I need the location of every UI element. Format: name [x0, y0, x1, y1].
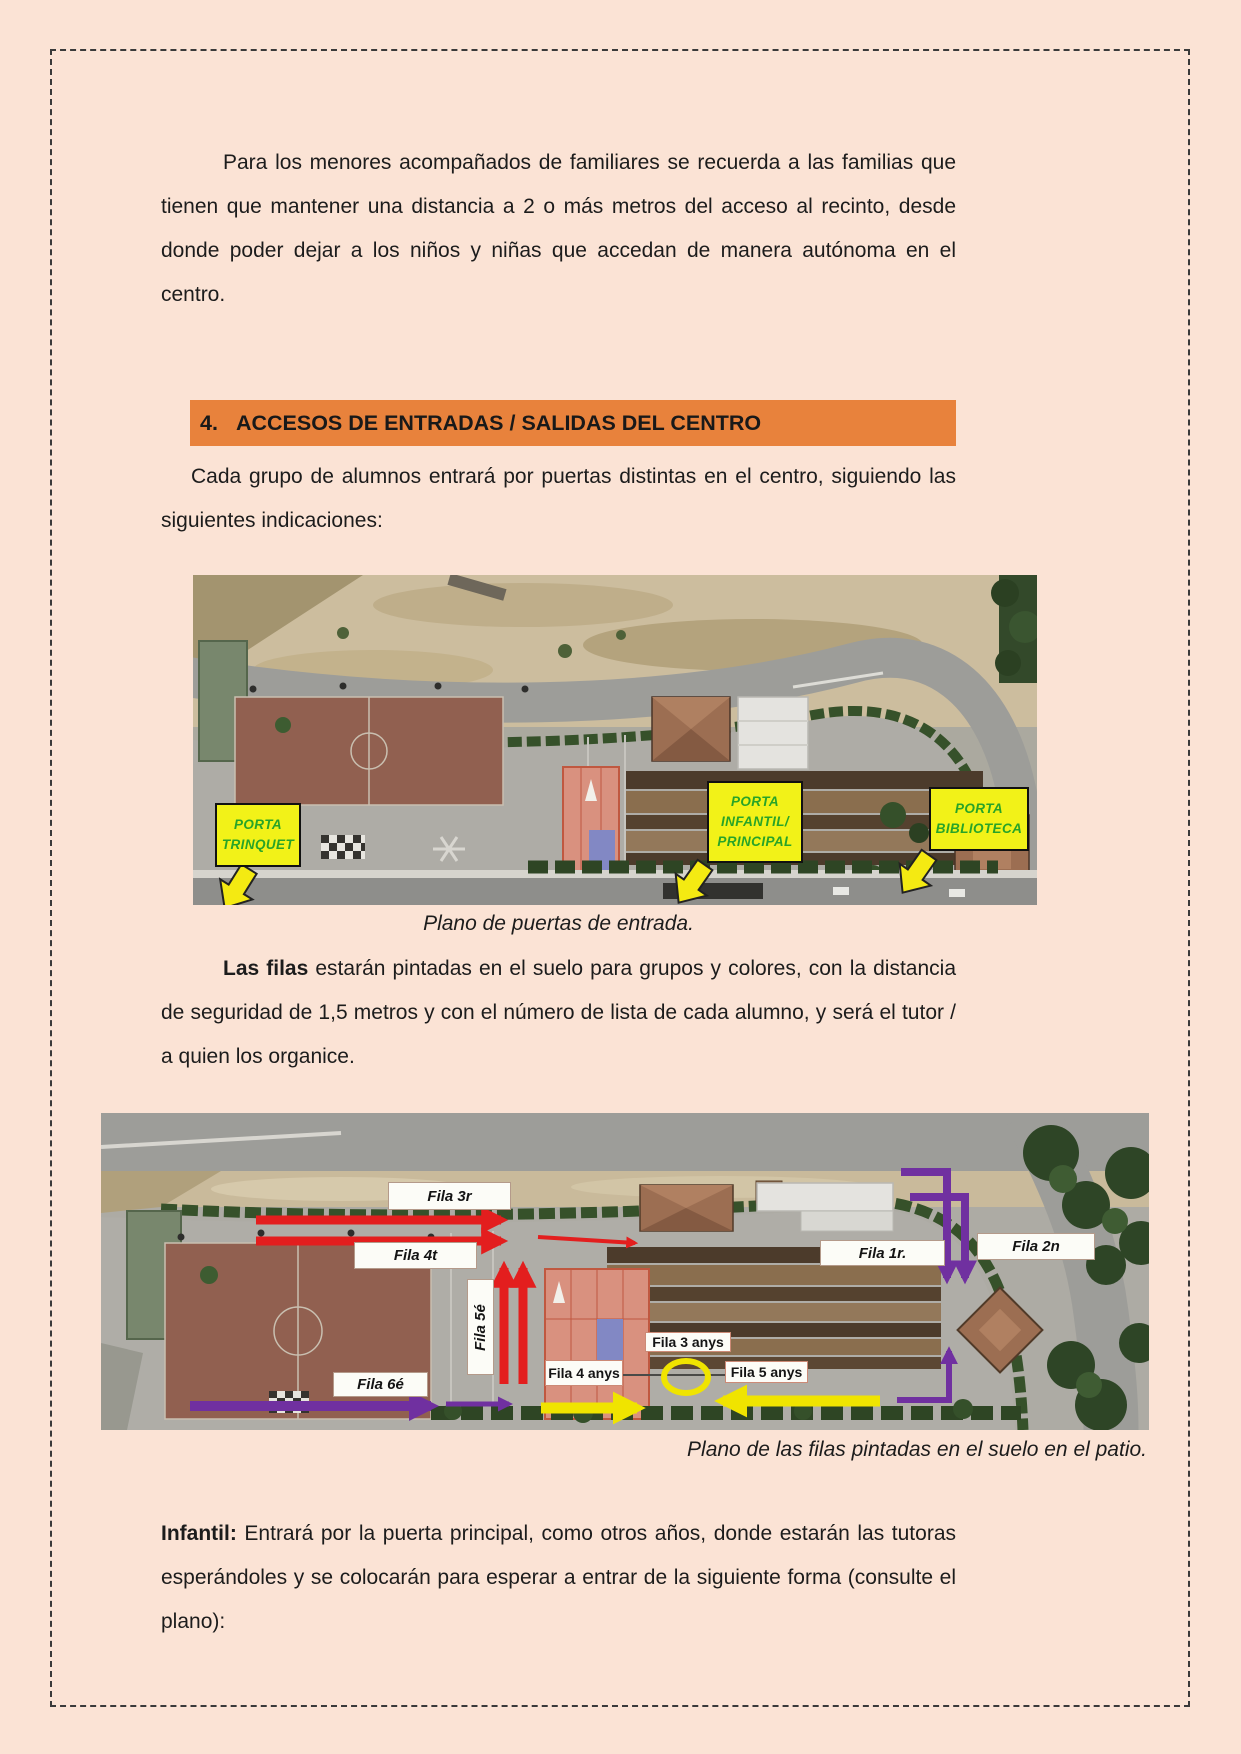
row-label-fila-5-anys: Fila 5 anys [725, 1361, 808, 1383]
section-number: 4. [200, 410, 218, 435]
light-pole [258, 1230, 265, 1237]
car [949, 889, 965, 897]
trinquet-court [545, 1269, 649, 1419]
row-label-fila-6e: Fila 6é [333, 1372, 428, 1397]
section-heading [190, 400, 956, 446]
tree [880, 802, 906, 828]
entrance-map-caption: Plano de puertas de entrada. [423, 912, 694, 935]
paragraph-rows-lead: Las filas [223, 957, 309, 980]
door-sign-biblioteca: PORTA BIBLIOTECA [929, 787, 1029, 851]
row-label-fila-2n: Fila 2n [977, 1233, 1095, 1260]
row-label-fila-3-anys: Fila 3 anys [645, 1332, 731, 1352]
light-pole [178, 1234, 185, 1241]
tree [909, 823, 929, 843]
entrance-map-image [193, 575, 1037, 905]
car [833, 887, 849, 895]
light-pole [250, 686, 257, 693]
paragraph-infantil-lead: Infantil: [161, 1522, 237, 1545]
row-label-fila-5e: Fila 5é [467, 1279, 494, 1375]
light-pole [348, 1230, 355, 1237]
light-pole [522, 686, 529, 693]
door-sign-infantil-principal: PORTA INFANTIL/ PRINCIPAL [707, 781, 803, 863]
entrance-map-scene [193, 575, 1037, 905]
hip-roof-building [652, 697, 730, 761]
tree [200, 1266, 218, 1284]
light-pole [435, 683, 442, 690]
tree [616, 630, 626, 640]
row-label-fila-4-anys: Fila 4 anys [545, 1360, 623, 1386]
paragraph-groups-intro: Cada grupo de alumnos entrará por puertas distintas en el centro, siguiendo las siguientes indicaciones: [161, 465, 956, 532]
paragraph-infantil-rest: Entrará por la puerta principal, como otros años, donde estarán las tutoras esperándoles y se colocarán para esperar a entrar de la siguiente forma (consulte el plano): [161, 1522, 956, 1633]
tree [275, 717, 291, 733]
paragraph-rows [161, 947, 956, 1079]
hip-roof-building [640, 1185, 733, 1231]
paragraph-infantil [161, 1512, 956, 1644]
row-label-fila-4t: Fila 4t [354, 1242, 477, 1269]
section-title: ACCESOS DE ENTRADAS / SALIDAS DEL CENTRO [235, 410, 762, 435]
paragraph-rows-rest: estarán pintadas en el suelo para grupos y colores, con la distancia de seguridad de 1,5 metros y con el número de lista de cada alumno, y será el tutor / a quien los organice. [161, 957, 956, 1068]
rows-map-image [101, 1113, 1149, 1430]
rows-map-scene [101, 1113, 1149, 1430]
checkerboard-marking [321, 835, 365, 859]
tree [558, 644, 572, 658]
paragraph-families-notice: Para los menores acompañados de familiares se recuerda a las familias que tienen que mantener una distancia a 2 o más metros del acceso al recinto, desde donde poder dejar a los niños y niñas que accedan de manera autónoma en el centro. [161, 151, 956, 306]
white-roof-building [738, 697, 808, 769]
road [101, 1113, 1149, 1171]
rows-map-caption: Plano de las filas pintadas en el suelo en el patio. [687, 1438, 1147, 1461]
tree [337, 627, 349, 639]
light-pole [340, 683, 347, 690]
door-sign-trinquet: PORTA TRINQUET [215, 803, 301, 867]
row-label-fila-1r: Fila 1r. [820, 1240, 945, 1266]
row-label-fila-3r: Fila 3r [388, 1182, 511, 1210]
